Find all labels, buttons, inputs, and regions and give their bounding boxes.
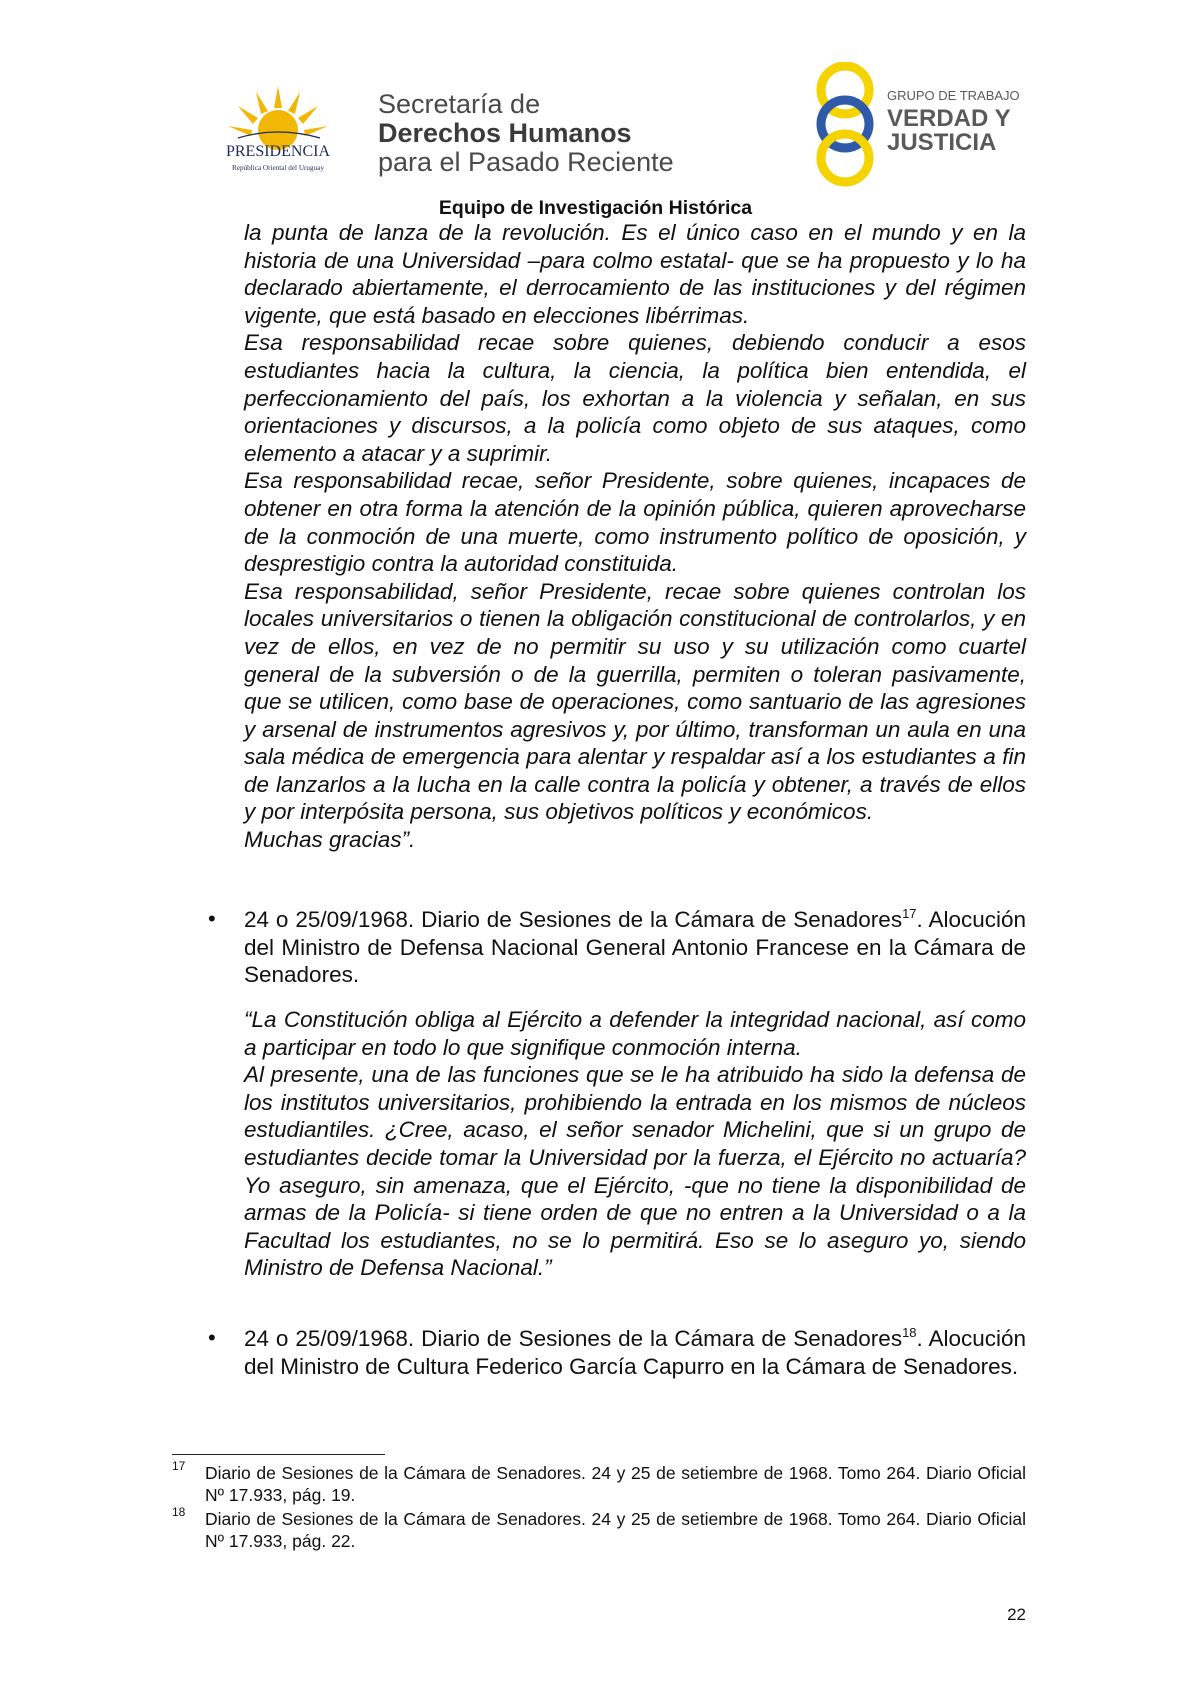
interlocked-rings-icon: [815, 62, 1075, 187]
footnote-number: 17: [172, 1459, 186, 1473]
bullet-dot: •: [208, 906, 216, 931]
secretaria-title: [378, 90, 674, 177]
footnote-text: Diario de Sesiones de la Cámara de Senadores. 24 y 25 de setiembre de 1968. Tomo 264. Diario Oficial Nº 17.933, pág. 19.: [205, 1463, 1026, 1505]
secretaria-line1: Secretaría de: [378, 89, 541, 119]
bullet-dot: •: [208, 1325, 216, 1350]
quote1-paragraph: la punta de lanza de la revolución. Es el único caso en el mundo y en la historia de una Universidad –para colmo estatal- que se ha propuesto y lo ha declarado abiertamente, el derrocamiento de las instituciones y del régimen vigente, que está basado en elecciones libérrimas.: [244, 220, 1026, 328]
quote2-paragraph: “La Constitución obliga al Ejército a defender la integridad nacional, así como a participar en todo lo que signifique conmoción interna.: [244, 1007, 1026, 1060]
footnote-ref[interactable]: 17: [902, 906, 917, 921]
footnote-divider: [172, 1454, 385, 1455]
gtvj-line1: GRUPO DE TRABAJO: [887, 88, 1020, 103]
bullet-text: 24 o 25/09/1968. Diario de Sesiones de la Cámara de Senadores: [244, 1326, 903, 1351]
quote2-paragraph: Al presente, una de las funciones que se le ha atribuido ha sido la defensa de los institutos universitarios, prohibiendo la entrada en los mismos de núcleos estudiantiles. ¿Cree, acaso, el señor senador Michelini, que si un grupo de estudiantes decide tomar la Universidad por la fuerza, el Ejército no actuaría? Yo aseguro, sin amenaza, que el Ejército, -que no tiene la disponibilidad de armas de la Policía- si tiene orden de que no entren a la Universidad o a la Facultad los estudiantes, no se lo permitirá. Eso se lo aseguro yo, siendo Ministro de Defensa Nacional.”: [244, 1062, 1026, 1281]
quote1-paragraph: Esa responsabilidad, señor Presidente, recae sobre quienes controlan los locales universitarios o tienen la obligación constitucional de controlarlos, y en vez de ellos, en vez de no permitir su uso y su utilización como cuartel general de la subversión o de la guerrilla, permiten o toleran pasivamente, que se utilicen, como base de operaciones, como santuario de las agresiones y arsenal de instrumentos agresivos y, por último, transforman un aula en una sala médica de emergencia para alentar y respaldar así a los estudiantes a fin de lanzarlos a la lucha en la calle contra la policía y obtener, a través de ellos y por interpósita persona, sus objetivos políticos y económicos.: [244, 578, 1026, 825]
quote-block-1: [244, 219, 1026, 854]
gtvj-line3: JUSTICIA: [887, 129, 997, 156]
presidencia-name: PRESIDENCIA: [225, 143, 331, 160]
quote-block-2: [244, 1006, 1026, 1282]
bullet-item: [244, 1325, 1026, 1380]
gtvj-logo: [815, 62, 1075, 187]
secretaria-line3: para el Pasado Reciente: [378, 147, 674, 177]
gtvj-line2: VERDAD Y: [887, 105, 1011, 132]
footnote-ref[interactable]: 18: [902, 1325, 917, 1340]
quote1-paragraph: Muchas gracias”.: [244, 827, 416, 853]
bullet-text-after: . Alocución del Ministro de Cultura Federico García Capurro en la Cámara de Senadores.: [244, 1326, 1027, 1379]
footnote-text: Diario de Sesiones de la Cámara de Senadores. 24 y 25 de setiembre de 1968. Tomo 264. Diario Oficial Nº 17.933, pág. 22.: [205, 1509, 1026, 1551]
presidencia-logo: [198, 78, 358, 178]
secretaria-line2: Derechos Humanos: [378, 118, 632, 148]
presidencia-subtitle: República Oriental del Uruguay: [231, 164, 325, 172]
page-number: 22: [1007, 1605, 1026, 1624]
quote1-paragraph: Esa responsabilidad recae, señor Presidente, sobre quienes, incapaces de obtener en otra forma la atención de la opinión pública, quieren aprovecharse de la conmoción de una muerte, como instrumento político de oposición, y desprestigio contra la autoridad constituida.: [244, 468, 1026, 577]
bullet-item: [244, 906, 1026, 989]
team-title: Equipo de Investigación Histórica: [438, 197, 753, 219]
sun-emblem-icon: [198, 78, 358, 178]
footnote-number: 18: [172, 1505, 186, 1519]
bullet-text-after: . Alocución del Ministro de Defensa Nacional General Antonio Francese en la Cámara de Senadores.: [244, 907, 1027, 988]
quote1-paragraph: Esa responsabilidad recae sobre quienes, debiendo conducir a esos estudiantes hacia la cultura, la ciencia, la política bien entendida, el perfeccionamiento del país, los exhortan a la violencia y señalan, en sus orientaciones y discursos, a la policía como objeto de sus ataques, como elemento a atacar y a suprimir.: [244, 330, 1026, 466]
bullet-text: 24 o 25/09/1968. Diario de Sesiones de la Cámara de Senadores: [244, 907, 903, 932]
